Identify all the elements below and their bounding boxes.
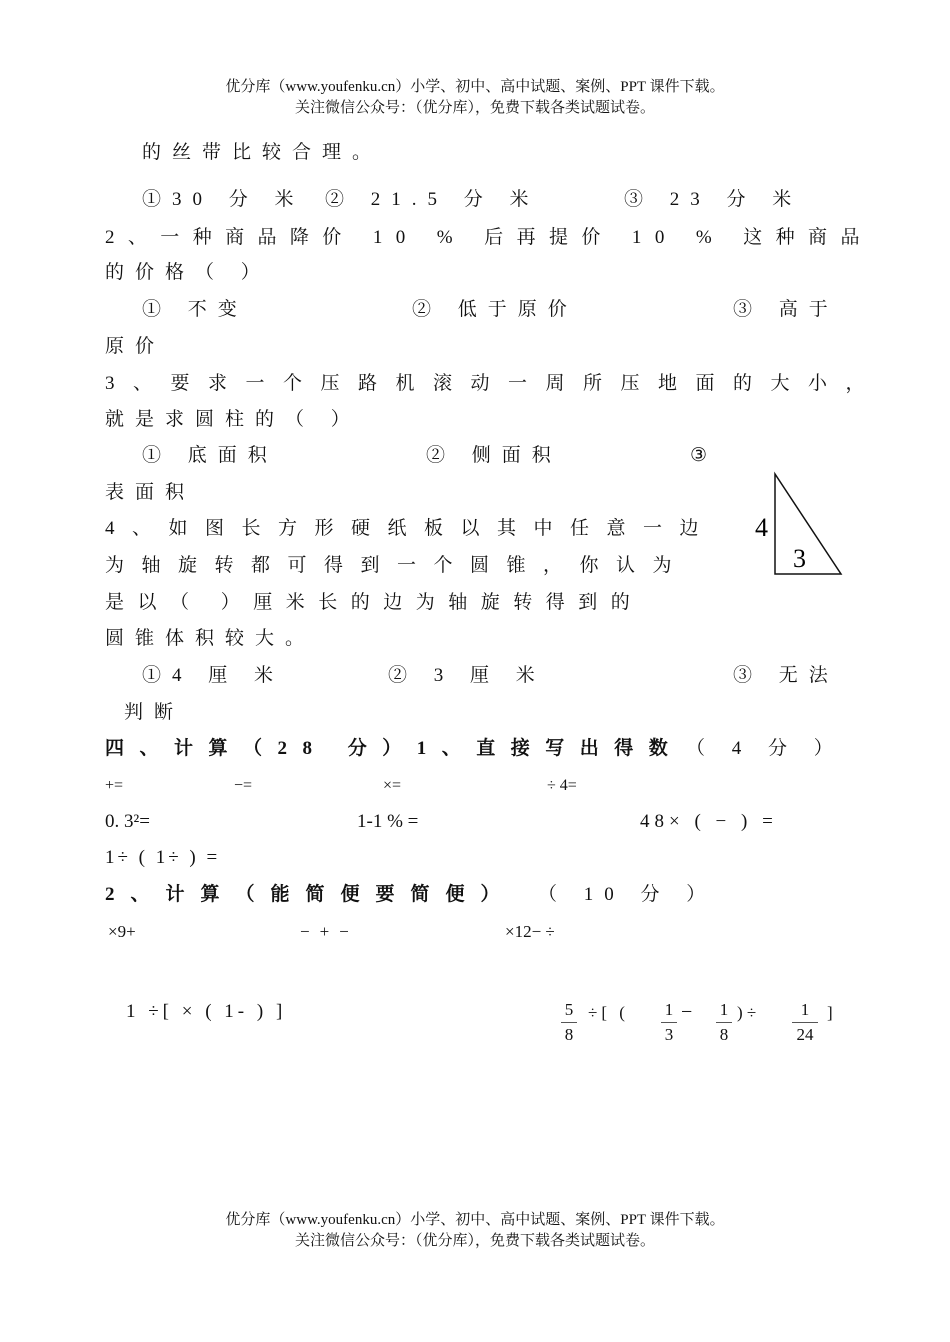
fraction-1-8 — [716, 1000, 732, 1045]
part2-row2-left: 1 ÷[ × ( 1- ) ] — [126, 1001, 287, 1022]
q4-option-2: ② 3 厘 米 — [388, 665, 546, 686]
fraction-bar — [561, 1022, 577, 1023]
fraction-numerator: 1 — [719, 1000, 729, 1019]
q1-option-2: ② 21.5 分 米 — [325, 189, 540, 210]
fraction-5-8 — [561, 1000, 577, 1045]
calc-row2-item2: 1-1 % = — [357, 811, 419, 832]
fraction-numerator: 1 — [800, 1000, 810, 1019]
calc-row2-item1: 0. 3²= — [105, 811, 150, 832]
right-triangle-figure — [745, 468, 850, 580]
part2-heading: 2、计算（能简便要简便） — [105, 884, 516, 905]
fraction-bar — [716, 1022, 732, 1023]
q3-option-2: ② 侧面积 — [426, 445, 562, 466]
part2-row1-item2: −+− — [300, 922, 359, 941]
q3-option-1: ① 底面积 — [142, 445, 278, 466]
q3-option-3: ③ — [690, 445, 719, 466]
q2-option-3: ③ 高于 — [733, 299, 839, 320]
q4-option-3-cont: 判断 — [124, 702, 185, 723]
q3-line2: 就是求圆柱的（ ） — [105, 409, 361, 430]
triangle-side-vertical-label: 4 — [755, 513, 768, 542]
q4-line3: 是以（ ）厘米长的边为轴旋转得到的 — [105, 592, 644, 613]
q2-option-1: ① 不变 — [142, 299, 248, 320]
frac-close-bracket: ] — [827, 1003, 833, 1022]
part2-row1-item1: ×9+ — [108, 922, 136, 941]
section4-heading: 四、计算（28 分）1、直接写出得数 — [105, 738, 684, 759]
q4-line1: 4、如图长方形硬纸板以其中任意一边 — [105, 518, 717, 539]
calc-row3: 1÷ ( 1÷ ) = — [105, 847, 221, 868]
part2-points: （ 10 分 ） — [538, 884, 717, 905]
q4-line2: 为轴旋转都可得到一个圆锥，你认为 — [105, 555, 690, 576]
q4-option-1: ①4 厘 米 — [142, 665, 285, 686]
fraction-numerator: 5 — [564, 1000, 574, 1019]
fraction-denominator: 8 — [719, 1025, 729, 1044]
q4-option-3: ③ 无法 — [733, 665, 839, 686]
q2-option-3-cont: 原价 — [105, 336, 166, 357]
page-header-line2: 关注微信公众号：（优分库），免费下载各类试题试卷。 — [294, 100, 655, 116]
page-footer-line2: 关注微信公众号：（优分库），免费下载各类试题试卷。 — [294, 1233, 655, 1249]
fraction-denominator: 24 — [796, 1025, 814, 1044]
q1-continuation: 的丝带比较合理。 — [142, 142, 383, 163]
fraction-denominator: 3 — [664, 1025, 674, 1044]
calc-row2-item3: 48× ( − ) = — [640, 811, 778, 832]
fraction-numerator: 1 — [664, 1000, 674, 1019]
q3-line1: 3、要求一个压路机滚动一周所压地面的大小， — [105, 373, 884, 394]
part2-row1-item3: ×12− ÷ — [505, 922, 555, 941]
frac-operator-1: ÷[ ( — [588, 1003, 629, 1022]
section4-points: （ 4 分 ） — [686, 738, 844, 759]
frac-minus: − — [681, 1001, 693, 1023]
fraction-1-24 — [792, 1000, 818, 1045]
q1-option-3: ③ 23 分 米 — [624, 189, 803, 210]
triangle-shape — [775, 474, 841, 574]
calc-row1-item2: −= — [234, 777, 253, 794]
fraction-bar — [661, 1022, 677, 1023]
q1-option-1: ①30 分 米 — [142, 189, 305, 210]
q4-line4: 圆锥体积较大。 — [105, 628, 316, 649]
triangle-side-horizontal-label: 3 — [793, 544, 806, 573]
q2-option-2: ② 低于原价 — [412, 299, 578, 320]
page-header-line1: 优分库（www.youfenku.cn）小学、初中、高中试题、案例、PPT 课件下载。 — [225, 79, 725, 95]
calc-row1-item1: += — [105, 777, 124, 794]
q3-option-3-cont: 表面积 — [105, 482, 196, 503]
q2-line2: 的价格（ ） — [105, 262, 271, 283]
calc-row1-item3: ×= — [383, 777, 402, 794]
calc-row1-item4: ÷ 4= — [547, 777, 577, 794]
page-footer-line1: 优分库（www.youfenku.cn）小学、初中、高中试题、案例、PPT 课件下载。 — [225, 1212, 725, 1228]
frac-operator-2: ) ÷ — [737, 1003, 757, 1022]
q2-line1: 2、一种商品降价 10 % 后再提价 10 % 这种商品 — [105, 227, 873, 248]
fraction-denominator: 8 — [564, 1025, 574, 1044]
fraction-1-3 — [661, 1000, 677, 1045]
fraction-bar — [792, 1022, 818, 1023]
